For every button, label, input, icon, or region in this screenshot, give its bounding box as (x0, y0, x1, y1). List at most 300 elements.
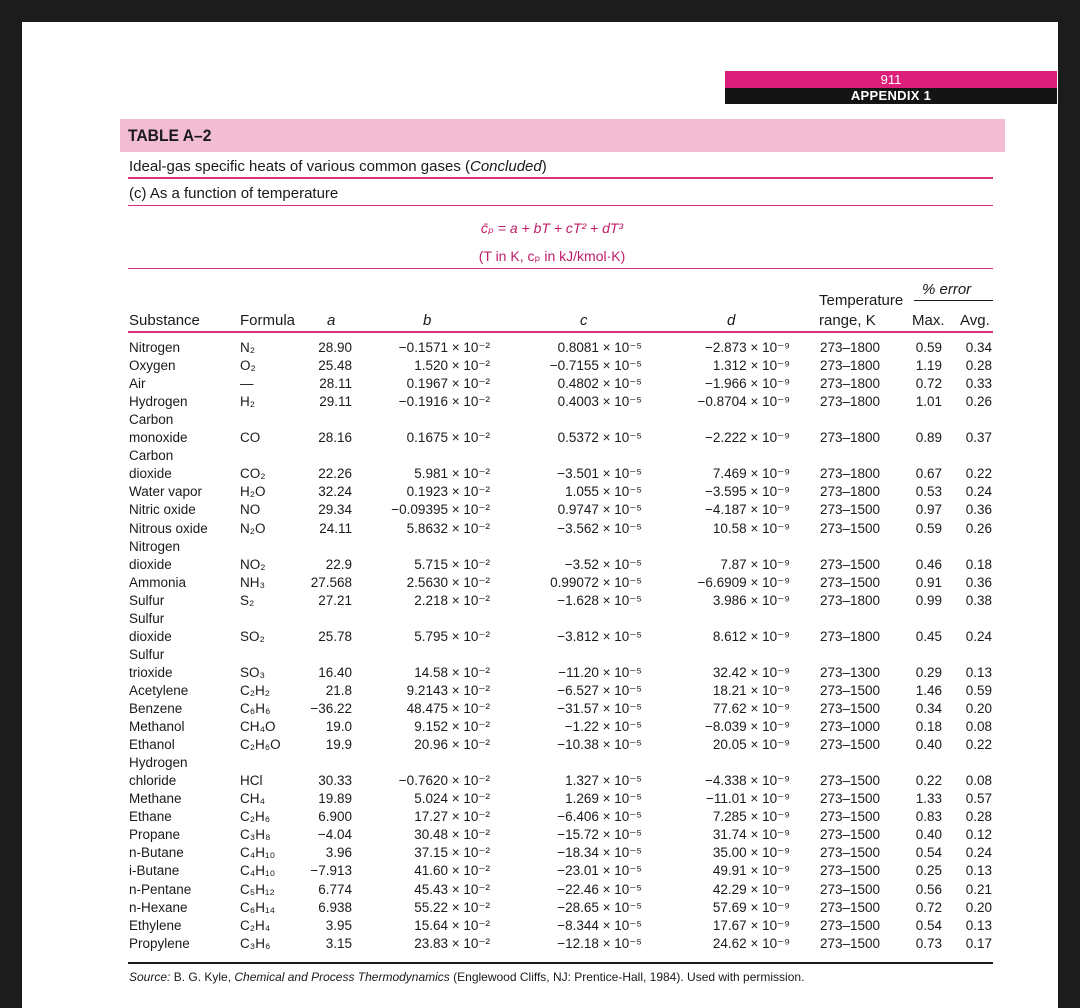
table-row (22, 376, 1058, 394)
col-d: d (727, 312, 736, 329)
substance-cell: Air (129, 376, 146, 392)
max-error-cell: 1.19 (915, 358, 942, 374)
max-error-cell: 0.29 (915, 664, 942, 680)
formula-cell: NH₃ (240, 574, 265, 590)
table-row (22, 791, 1058, 809)
max-error-cell: 1.01 (915, 394, 942, 410)
substance-cell: Carbon (129, 448, 174, 464)
table-row (22, 918, 1058, 936)
avg-error-cell: 0.26 (965, 520, 992, 536)
source-note: Source: B. G. Kyle, Chemical and Process Thermodynamics (Englewood Cliffs, NJ: Prentice-Hall, 1984). Used with permission. (129, 970, 805, 984)
table-row (22, 755, 1058, 773)
table-row (22, 593, 1058, 611)
substance-cell: n-Hexane (129, 899, 188, 915)
avg-error-cell: 0.34 (965, 340, 992, 355)
table-row (22, 647, 1058, 665)
formula-cell: C₃H₈ (240, 827, 271, 843)
coef-c-cell: 0.4802 × 10⁻⁵ (557, 376, 642, 392)
coef-c-cell: 1.269 × 10⁻⁵ (565, 791, 642, 807)
coef-d-cell: 42.29 × 10⁻⁹ (712, 881, 790, 897)
coef-a-cell: 28.11 (319, 376, 352, 392)
substance-cell: Ethane (129, 809, 172, 825)
coef-b-cell: −0.1916 × 10⁻² (398, 394, 490, 410)
substance-cell: Ammonia (129, 574, 187, 590)
max-error-cell: 0.40 (915, 737, 942, 753)
substance-cell: Benzene (129, 701, 183, 716)
formula-cell: N₂ (240, 340, 255, 355)
temp-range-cell: 273–1800 (820, 340, 881, 355)
max-error-cell: 0.56 (915, 881, 942, 897)
substance-cell: Hydrogen (129, 755, 188, 771)
coef-d-cell: 10.58 × 10⁻⁹ (712, 520, 790, 536)
formula-cell: C₄H₁₀ (240, 863, 276, 879)
table-row (22, 882, 1058, 900)
formula-cell: C₂H₄ (240, 917, 271, 933)
max-error-cell: 1.33 (915, 791, 942, 807)
formula-cell: C₂H₆O (240, 737, 281, 753)
avg-error-cell: 0.21 (965, 881, 992, 897)
coef-c-cell: −12.18 × 10⁻⁵ (557, 935, 642, 951)
max-error-cell: 0.67 (915, 466, 942, 482)
coef-d-cell: 7.87 × 10⁻⁹ (720, 556, 790, 572)
temp-range-cell: 273–1800 (820, 484, 881, 500)
coef-c-cell: −31.57 × 10⁻⁵ (557, 701, 642, 716)
max-error-cell: 0.53 (915, 484, 942, 500)
formula-cell: HCl (240, 773, 263, 789)
coef-d-cell: 7.285 × 10⁻⁹ (712, 809, 790, 825)
coef-b-cell: 37.15 × 10⁻² (414, 845, 490, 861)
coef-a-cell: 27.568 (310, 574, 352, 590)
temp-range-cell: 273–1800 (820, 628, 881, 644)
coef-a-cell: 32.24 (318, 484, 352, 500)
bottom-rule (128, 962, 993, 964)
substance-cell: dioxide (129, 628, 172, 644)
coef-d-cell: 3.986 × 10⁻⁹ (712, 592, 790, 608)
avg-error-cell: 0.24 (965, 484, 992, 500)
formula-cell: SO₃ (240, 664, 266, 680)
table-row (22, 539, 1058, 557)
col-substance: Substance (129, 312, 200, 329)
coef-d-cell: −4.187 × 10⁻⁹ (705, 502, 790, 518)
cp-equation: c̄ₚ = a + bT + cT² + dT³ (480, 220, 624, 236)
col-b: b (423, 312, 432, 329)
temp-range-cell: 273–1500 (820, 502, 881, 518)
col-formula: Formula (240, 312, 296, 329)
coef-d-cell: −6.6909 × 10⁻⁹ (697, 574, 790, 590)
coef-c-cell: 0.9747 × 10⁻⁵ (557, 502, 642, 518)
avg-error-cell: 0.22 (965, 466, 992, 482)
coef-b-cell: 9.152 × 10⁻² (414, 719, 490, 735)
coef-d-cell: 57.69 × 10⁻⁹ (712, 899, 790, 915)
coef-d-cell: −2.873 × 10⁻⁹ (705, 340, 790, 355)
coef-b-cell: 17.27 × 10⁻² (414, 809, 490, 825)
max-error-cell: 1.46 (915, 682, 942, 698)
coef-d-cell: 18.21 × 10⁻⁹ (712, 682, 790, 698)
formula-cell: C₅H₁₂ (240, 881, 275, 897)
table-row (22, 665, 1058, 683)
table-row (22, 502, 1058, 520)
table-row (22, 430, 1058, 448)
coef-b-cell: −0.7620 × 10⁻² (398, 773, 490, 789)
substance-cell: Acetylene (129, 682, 189, 698)
coef-a-cell: 6.774 (318, 881, 352, 897)
max-error-cell: 0.18 (915, 719, 942, 735)
coef-b-cell: −0.09395 × 10⁻² (391, 502, 490, 518)
coef-a-cell: 6.938 (318, 899, 352, 915)
coef-a-cell: 30.33 (318, 773, 352, 789)
formula-cell: CO (240, 430, 261, 446)
formula-cell: N₂O (240, 520, 266, 536)
avg-error-cell: 0.28 (965, 358, 992, 374)
coef-c-cell: −6.527 × 10⁻⁵ (557, 682, 642, 698)
substance-cell: n-Pentane (129, 881, 192, 897)
substance-cell: Hydrogen (129, 394, 188, 410)
subtitle-rule (128, 205, 993, 206)
max-error-cell: 0.34 (915, 701, 942, 716)
coef-a-cell: 6.900 (318, 809, 352, 825)
avg-error-cell: 0.59 (965, 682, 992, 698)
formula-cell: C₂H₆ (240, 809, 271, 825)
table-row (22, 575, 1058, 593)
table-row (22, 611, 1058, 629)
max-error-cell: 0.97 (915, 502, 942, 518)
coef-b-cell: 5.8632 × 10⁻² (406, 520, 490, 536)
table-row (22, 412, 1058, 430)
coef-d-cell: 1.312 × 10⁻⁹ (712, 358, 790, 374)
table-row (22, 773, 1058, 791)
coef-b-cell: 30.48 × 10⁻² (414, 827, 490, 843)
max-error-cell: 0.40 (915, 827, 942, 843)
col-temperature: Temperature (819, 292, 904, 309)
avg-error-cell: 0.33 (965, 376, 992, 392)
max-error-cell: 0.54 (915, 845, 942, 861)
table-row (22, 683, 1058, 701)
table-label: TABLE A–2 (128, 126, 212, 145)
avg-error-cell: 0.24 (965, 628, 992, 644)
col-a: a (327, 312, 336, 329)
textbook-page (22, 22, 1058, 1008)
substance-cell: Ethylene (129, 917, 182, 933)
avg-error-cell: 0.12 (965, 827, 992, 843)
coef-c-cell: −18.34 × 10⁻⁵ (557, 845, 642, 861)
coef-b-cell: 9.2143 × 10⁻² (406, 682, 490, 698)
substance-cell: Methane (129, 791, 182, 807)
coef-d-cell: 24.62 × 10⁻⁹ (712, 935, 790, 951)
coef-c-cell: −3.52 × 10⁻⁵ (564, 556, 642, 572)
coef-d-cell: −11.01 × 10⁻⁹ (706, 791, 790, 807)
coef-a-cell: 24.11 (319, 520, 352, 536)
avg-error-cell: 0.22 (965, 737, 992, 753)
avg-error-cell: 0.13 (965, 917, 992, 933)
temp-range-cell: 273–1500 (820, 881, 881, 897)
coef-a-cell: 19.9 (325, 737, 352, 753)
substance-cell: i-Butane (129, 863, 180, 879)
appendix-label: APPENDIX 1 (725, 88, 1057, 104)
avg-error-cell: 0.38 (965, 592, 992, 608)
units-note: (T in K, cₚ in kJ/kmol·K) (478, 248, 626, 264)
coef-d-cell: 20.05 × 10⁻⁹ (712, 737, 790, 753)
coef-c-cell: 0.99072 × 10⁻⁵ (550, 574, 642, 590)
coef-d-cell: −2.222 × 10⁻⁹ (705, 430, 790, 446)
coef-c-cell: 1.055 × 10⁻⁵ (565, 484, 642, 500)
coef-b-cell: 2.218 × 10⁻² (414, 592, 490, 608)
avg-error-cell: 0.08 (965, 719, 992, 735)
coef-a-cell: 25.78 (318, 628, 352, 644)
col-range-k: range, K (819, 312, 876, 329)
col-error-group: % error (922, 281, 972, 298)
avg-error-cell: 0.20 (965, 701, 992, 716)
table-row (22, 557, 1058, 575)
coef-c-cell: 0.4003 × 10⁻⁵ (557, 394, 642, 410)
substance-cell: monoxide (129, 430, 188, 446)
temp-range-cell: 273–1800 (820, 358, 881, 374)
coef-b-cell: 0.1675 × 10⁻² (406, 430, 490, 446)
coef-b-cell: 41.60 × 10⁻² (414, 863, 490, 879)
coef-c-cell: −28.65 × 10⁻⁵ (557, 899, 642, 915)
temp-range-cell: 273–1500 (820, 809, 881, 825)
max-error-cell: 0.91 (915, 574, 942, 590)
table-row (22, 394, 1058, 412)
substance-cell: Nitrogen (129, 538, 181, 554)
table-title: Ideal-gas specific heats of various common gases (Concluded) (129, 158, 547, 175)
coef-d-cell: −3.595 × 10⁻⁹ (705, 484, 790, 500)
coef-a-cell: 28.16 (318, 430, 352, 446)
table-row (22, 809, 1058, 827)
max-error-cell: 0.25 (915, 863, 942, 879)
max-error-cell: 0.73 (915, 935, 942, 951)
table-row (22, 484, 1058, 502)
formula-cell: — (240, 376, 254, 392)
coef-a-cell: 28.90 (318, 340, 352, 355)
coef-b-cell: 5.715 × 10⁻² (414, 556, 490, 572)
table-row (22, 340, 1058, 358)
temp-range-cell: 273–1000 (820, 719, 881, 735)
max-error-cell: 0.72 (915, 376, 942, 392)
substance-cell: Propane (129, 827, 181, 843)
coef-d-cell: 31.74 × 10⁻⁹ (712, 827, 790, 843)
table-row (22, 521, 1058, 539)
coef-a-cell: −7.913 (310, 863, 352, 879)
coef-d-cell: −1.966 × 10⁻⁹ (705, 376, 790, 392)
max-error-cell: 0.22 (915, 773, 942, 789)
substance-cell: Water vapor (129, 484, 203, 500)
coef-c-cell: −15.72 × 10⁻⁵ (557, 827, 642, 843)
avg-error-cell: 0.18 (965, 556, 992, 572)
temp-range-cell: 273–1800 (820, 466, 881, 482)
coef-c-cell: −8.344 × 10⁻⁵ (557, 917, 642, 933)
coef-c-cell: −23.01 × 10⁻⁵ (557, 863, 642, 879)
coef-a-cell: 22.9 (325, 556, 352, 572)
coef-a-cell: 19.89 (318, 791, 352, 807)
substance-cell: Sulfur (129, 592, 165, 608)
coef-b-cell: 5.024 × 10⁻² (414, 791, 490, 807)
substance-cell: Methanol (129, 719, 185, 735)
error-group-rule (914, 300, 993, 301)
coef-a-cell: 21.8 (325, 682, 352, 698)
coef-a-cell: 3.95 (325, 917, 352, 933)
header-rule (128, 331, 993, 333)
formula-cell: C₃H₆ (240, 935, 271, 951)
col-max: Max. (912, 312, 945, 329)
substance-cell: trioxide (129, 664, 173, 680)
substance-cell: dioxide (129, 556, 172, 572)
coef-c-cell: −6.406 × 10⁻⁵ (557, 809, 642, 825)
avg-error-cell: 0.36 (965, 502, 992, 518)
substance-cell: Sulfur (129, 610, 165, 626)
coef-b-cell: 23.83 × 10⁻² (414, 935, 490, 951)
coef-d-cell: −4.338 × 10⁻⁹ (705, 773, 790, 789)
temp-range-cell: 273–1800 (820, 376, 881, 392)
coef-b-cell: 20.96 × 10⁻² (414, 737, 490, 753)
coef-d-cell: 17.67 × 10⁻⁹ (712, 917, 790, 933)
temp-range-cell: 273–1500 (820, 701, 881, 716)
table-row (22, 863, 1058, 881)
formula-cell: O₂ (240, 358, 256, 374)
temp-range-cell: 273–1500 (820, 917, 881, 933)
max-error-cell: 0.54 (915, 917, 942, 933)
coef-a-cell: 27.21 (318, 592, 352, 608)
max-error-cell: 0.83 (915, 809, 942, 825)
formula-cell: SO₂ (240, 628, 265, 644)
max-error-cell: 0.59 (915, 520, 942, 536)
formula-cell: NO₂ (240, 556, 266, 572)
coef-b-cell: 15.64 × 10⁻² (414, 917, 490, 933)
max-error-cell: 0.45 (915, 628, 942, 644)
coef-d-cell: 49.91 × 10⁻⁹ (712, 863, 790, 879)
coef-d-cell: 35.00 × 10⁻⁹ (712, 845, 790, 861)
temp-range-cell: 273–1800 (820, 592, 881, 608)
coef-a-cell: 16.40 (318, 664, 352, 680)
substance-cell: Nitric oxide (129, 502, 196, 518)
coef-c-cell: −3.562 × 10⁻⁵ (557, 520, 642, 536)
table-row (22, 845, 1058, 863)
max-error-cell: 0.46 (915, 556, 942, 572)
coef-a-cell: 19.0 (325, 719, 352, 735)
table-row (22, 629, 1058, 647)
max-error-cell: 0.89 (915, 430, 942, 446)
formula-cell: C₄H₁₀ (240, 845, 276, 861)
page-header (725, 71, 1057, 104)
coef-c-cell: −3.501 × 10⁻⁵ (557, 466, 642, 482)
col-avg: Avg. (960, 312, 990, 329)
coef-d-cell: 8.612 × 10⁻⁹ (712, 628, 790, 644)
title-rule (128, 177, 993, 179)
temp-range-cell: 273–1500 (820, 520, 881, 536)
formula-cell: C₆H₆ (240, 701, 271, 716)
coef-c-cell: 0.8081 × 10⁻⁵ (557, 340, 642, 355)
temp-range-cell: 273–1500 (820, 791, 881, 807)
substance-cell: dioxide (129, 466, 172, 482)
coef-b-cell: 5.981 × 10⁻² (414, 466, 490, 482)
coef-c-cell: −1.22 × 10⁻⁵ (564, 719, 642, 735)
table-row (22, 466, 1058, 484)
formula-cell: S₂ (240, 592, 255, 608)
substance-cell: Oxygen (129, 358, 176, 374)
table-subtitle: (c) As a function of temperature (129, 185, 339, 202)
coef-a-cell: 22.26 (318, 466, 352, 482)
coef-c-cell: −1.628 × 10⁻⁵ (557, 592, 642, 608)
temp-range-cell: 273–1500 (820, 863, 881, 879)
table-label-bar (120, 119, 1005, 152)
avg-error-cell: 0.24 (965, 845, 992, 861)
temp-range-cell: 273–1800 (820, 430, 881, 446)
temp-range-cell: 273–1500 (820, 935, 881, 951)
coef-b-cell: 55.22 × 10⁻² (414, 899, 490, 915)
avg-error-cell: 0.20 (965, 899, 992, 915)
coef-b-cell: 0.1967 × 10⁻² (406, 376, 490, 392)
coef-d-cell: 77.62 × 10⁻⁹ (712, 701, 790, 716)
temp-range-cell: 273–1500 (820, 556, 881, 572)
coef-c-cell: −22.46 × 10⁻⁵ (557, 881, 642, 897)
substance-cell: Nitrogen (129, 340, 181, 355)
avg-error-cell: 0.28 (965, 809, 992, 825)
coef-c-cell: −10.38 × 10⁻⁵ (557, 737, 642, 753)
col-c: c (580, 312, 588, 329)
coef-b-cell: 45.43 × 10⁻² (414, 881, 490, 897)
coef-b-cell: 2.5630 × 10⁻² (406, 574, 490, 590)
temp-range-cell: 273–1500 (820, 574, 881, 590)
coef-b-cell: 0.1923 × 10⁻² (406, 484, 490, 500)
table-row (22, 900, 1058, 918)
coef-a-cell: 25.48 (318, 358, 352, 374)
coef-b-cell: 48.475 × 10⁻² (406, 701, 490, 716)
coef-c-cell: −11.20 × 10⁻⁵ (558, 664, 642, 680)
substance-cell: n-Butane (129, 845, 184, 861)
coef-c-cell: 0.5372 × 10⁻⁵ (557, 430, 642, 446)
coef-c-cell: 1.327 × 10⁻⁵ (565, 773, 642, 789)
formula-cell: CH₄ (240, 791, 266, 807)
formula-cell: H₂O (240, 484, 266, 500)
table-row (22, 936, 1058, 954)
avg-error-cell: 0.26 (965, 394, 992, 410)
avg-error-cell: 0.13 (965, 664, 992, 680)
max-error-cell: 0.59 (915, 340, 942, 355)
coef-b-cell: 14.58 × 10⁻² (414, 664, 490, 680)
table-row (22, 358, 1058, 376)
coef-d-cell: 32.42 × 10⁻⁹ (712, 664, 790, 680)
table-row (22, 701, 1058, 719)
temp-range-cell: 273–1300 (820, 664, 881, 680)
table-row (22, 827, 1058, 845)
max-error-cell: 0.99 (915, 592, 942, 608)
formula-cell: CO₂ (240, 466, 266, 482)
coef-a-cell: 3.15 (325, 935, 352, 951)
coef-d-cell: −0.8704 × 10⁻⁹ (697, 394, 790, 410)
substance-cell: Nitrous oxide (129, 520, 208, 536)
coef-a-cell: 3.96 (325, 845, 352, 861)
coef-a-cell: −4.04 (317, 827, 352, 843)
equation-rule (128, 268, 993, 269)
substance-cell: Propylene (129, 935, 190, 951)
table-row (22, 719, 1058, 737)
temp-range-cell: 273–1800 (820, 394, 881, 410)
avg-error-cell: 0.17 (965, 935, 992, 951)
temp-range-cell: 273–1500 (820, 737, 881, 753)
coef-a-cell: 29.34 (318, 502, 352, 518)
coef-d-cell: 7.469 × 10⁻⁹ (712, 466, 790, 482)
coef-a-cell: −36.22 (310, 701, 352, 716)
table-row (22, 448, 1058, 466)
avg-error-cell: 0.57 (965, 791, 992, 807)
temp-range-cell: 273–1500 (820, 899, 881, 915)
coef-c-cell: −3.812 × 10⁻⁵ (557, 628, 642, 644)
substance-cell: Carbon (129, 412, 174, 428)
avg-error-cell: 0.36 (965, 574, 992, 590)
avg-error-cell: 0.13 (965, 863, 992, 879)
formula-cell: CH₄O (240, 719, 276, 735)
temp-range-cell: 273–1500 (820, 773, 881, 789)
coef-b-cell: 1.520 × 10⁻² (414, 358, 490, 374)
